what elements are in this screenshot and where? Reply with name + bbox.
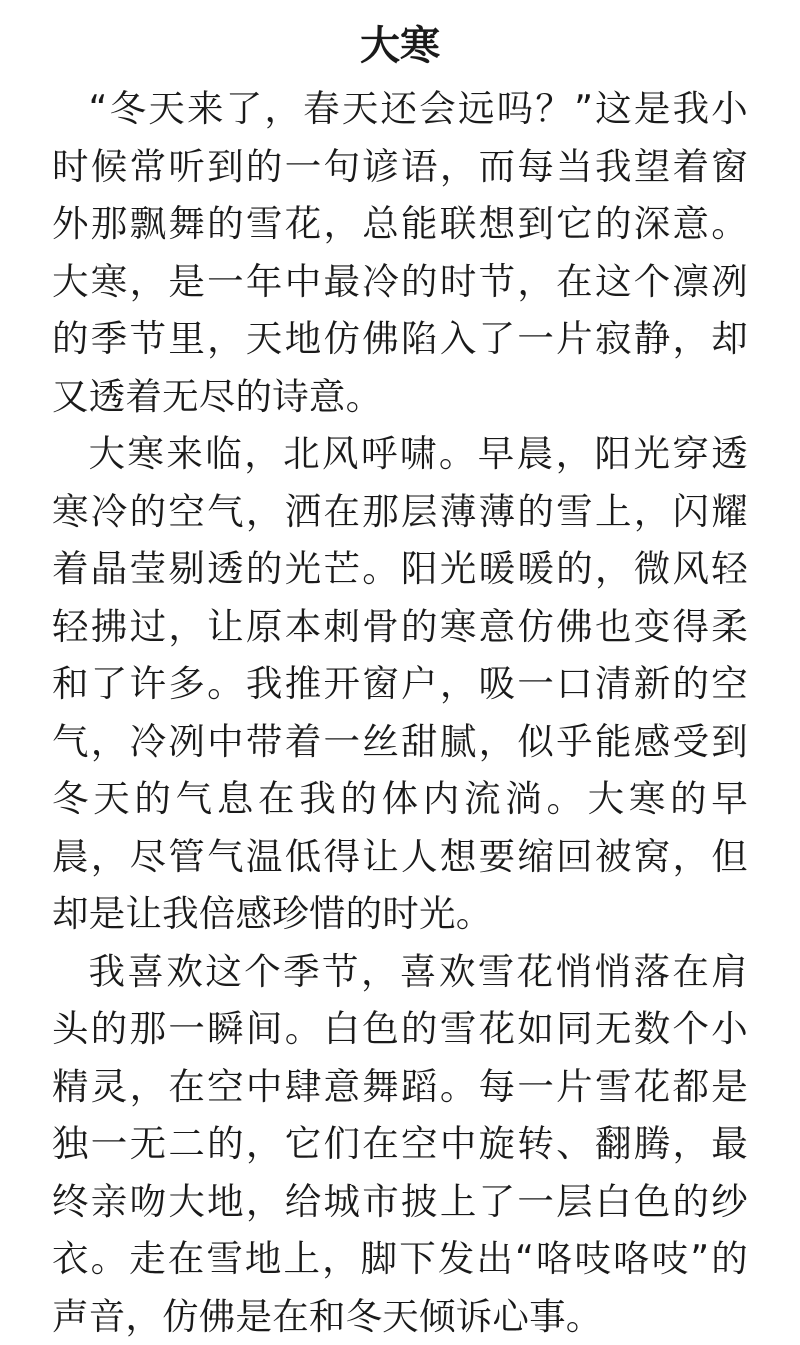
paragraph-2: 大寒来临，北风呼啸。早晨，阳光穿透寒冷的空气，洒在那层薄薄的雪上，闪耀着晶莹剔透的光芒。阳光暖暖的，微风轻轻拂过，让原本刺骨的寒意仿佛也变得柔和了许多。我推开窗户，吸一口清新的空气，冷冽中带着一丝甜腻，似乎能感受到冬天的气息在我的体内流淌。大寒的早晨，尽管气温低得让人想要缩回被窝，但却是让我倍感珍惜的时光。 bbox=[52, 425, 748, 943]
paragraph-3: 我喜欢这个季节，喜欢雪花悄悄落在肩头的那一瞬间。白色的雪花如同无数个小精灵，在空中肆意舞蹈。每一片雪花都是独一无二的，它们在空中旋转、翻腾，最终亲吻大地，给城市披上了一层白色的纱衣。走在雪地上，脚下发出“咯吱咯吱”的声音，仿佛是在和冬天倾诉心事。 bbox=[52, 943, 748, 1345]
paragraph-1: “冬天来了，春天还会远吗？”这是我小时候常听到的一句谚语，而每当我望着窗外那飘舞的雪花，总能联想到它的深意。大寒，是一年中最冷的时节，在这个凛冽的季节里，天地仿佛陷入了一片寂静，却又透着无尽的诗意。 bbox=[52, 80, 748, 425]
article-title: 大寒 bbox=[52, 20, 748, 72]
